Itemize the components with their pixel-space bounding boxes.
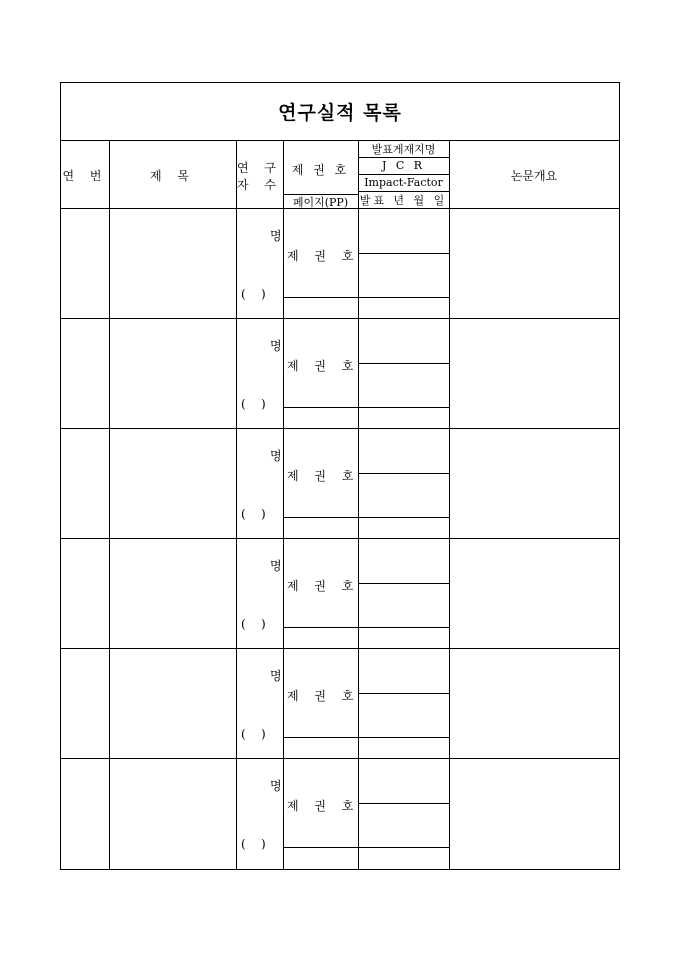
row-author-paren: ( ) [241,397,266,411]
row-author-count-unit: 명 [270,559,282,573]
row-volume-label: 제 권 호 [287,469,360,483]
form-title: 연구실적 목록 [61,83,619,141]
row-no-cell[interactable] [61,539,109,649]
row-author-count-unit: 명 [270,779,282,793]
row-volume-label: 제 권 호 [287,689,360,703]
row-author-paren: ( ) [241,727,266,741]
row-subject-cell[interactable] [109,649,236,759]
row-author-paren: ( ) [241,507,266,521]
row-summary-cell[interactable] [449,649,619,759]
row-volume-label: 제 권 호 [287,249,360,263]
row-volume-label: 제 권 호 [287,359,360,373]
row-subject-cell[interactable] [109,429,236,539]
header-authors-line1: 연 구 [237,160,282,175]
row-author-count-unit: 명 [270,339,282,353]
header-subject: 제 목 [150,168,195,183]
row-no-cell[interactable] [61,209,109,319]
row-no-cell[interactable] [61,429,109,539]
header-impact-factor: Impact-Factor [364,176,443,189]
research-record-form [60,82,620,870]
row-no-cell[interactable] [61,319,109,429]
header-no: 연 번 [62,168,108,183]
row-author-count-unit: 명 [270,229,282,243]
row-author-count-unit: 명 [270,449,282,463]
row-summary-cell[interactable] [449,319,619,429]
row-no-cell[interactable] [61,759,109,869]
row-subject-cell[interactable] [109,759,236,869]
row-subject-cell[interactable] [109,319,236,429]
row-summary-cell[interactable] [449,209,619,319]
header-pages: 페이지(PP) [292,195,349,209]
row-subject-cell[interactable] [109,209,236,319]
row-volume-label: 제 권 호 [287,579,360,593]
row-author-paren: ( ) [241,287,266,301]
row-author-paren: ( ) [241,617,266,631]
row-summary-cell[interactable] [449,759,619,869]
header-summary: 논문개요 [510,168,558,183]
row-volume-label: 제 권 호 [287,799,360,813]
row-summary-cell[interactable] [449,429,619,539]
row-author-count-unit: 명 [270,669,282,683]
row-summary-cell[interactable] [449,539,619,649]
header-authors-line2: 자 수 [237,177,282,192]
header-date: 발표 년 월 일 [359,194,448,207]
row-subject-cell[interactable] [109,539,236,649]
header-jcr: J C R [381,159,426,172]
header-journal: 발표게재지명 [371,143,436,156]
header-volume: 제 권 호 [291,162,350,177]
row-author-paren: ( ) [241,837,266,851]
row-no-cell[interactable] [61,649,109,759]
